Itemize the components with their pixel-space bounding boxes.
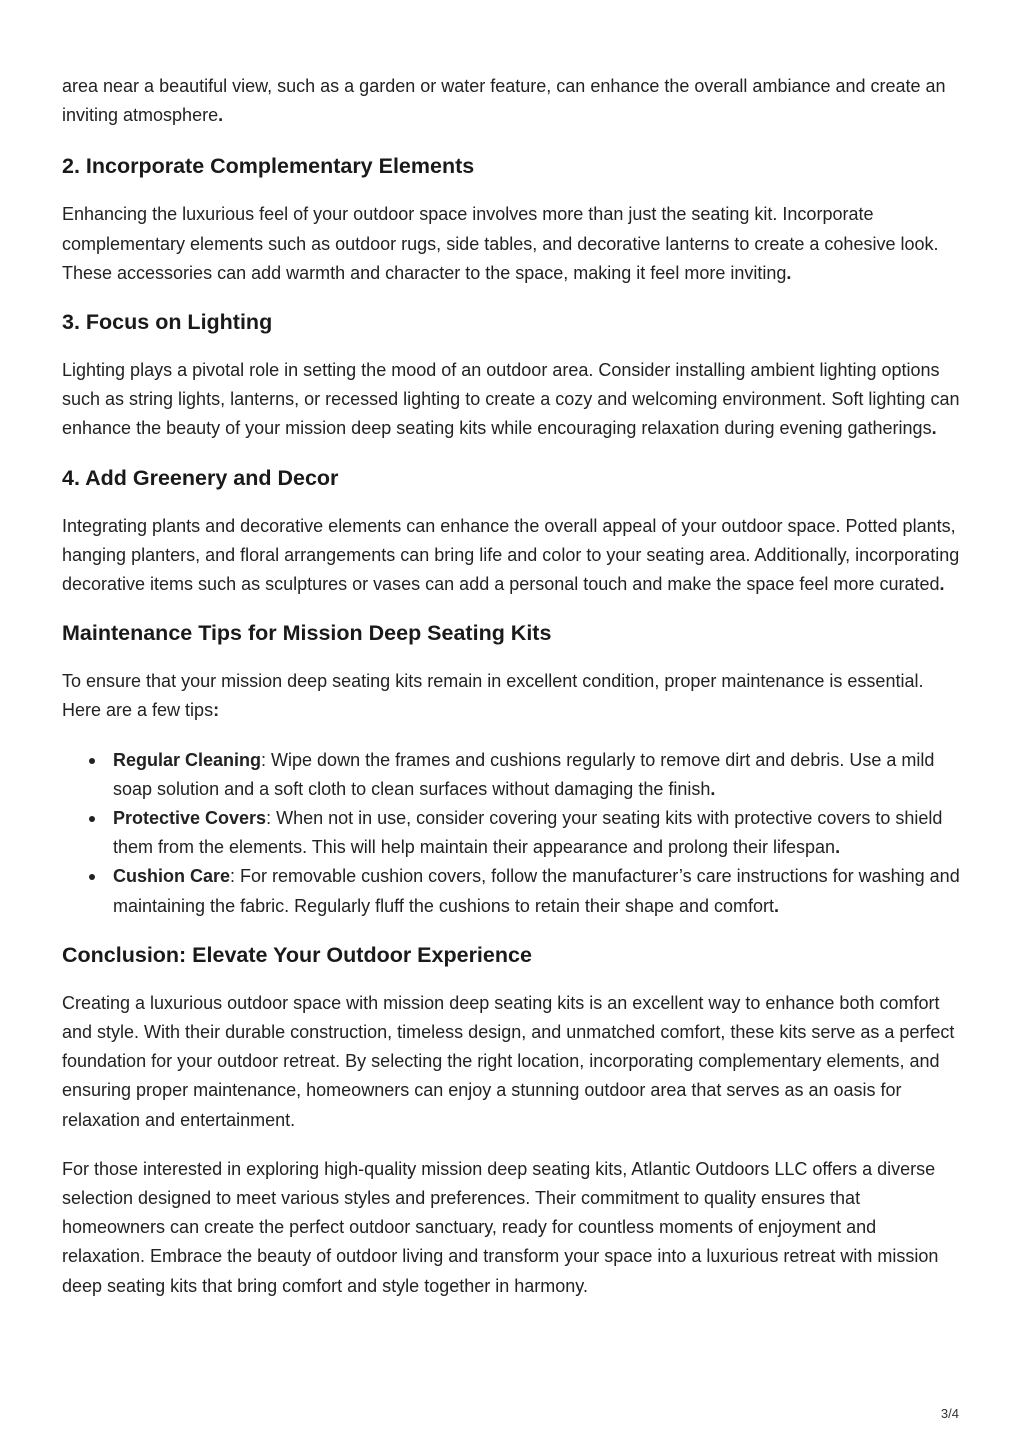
- intro-paragraph: area near a beautiful view, such as a garden or water feature, can enhance the overall ambiance and create an inviting atmosphere.: [62, 76, 946, 126]
- conclusion-paragraph-1: Creating a luxurious outdoor space with mission deep seating kits is an excellent way to enhance both comfort and style. With their durable construction, timeless design, and unmatched comfort, these kits serve as a perfect foundation for your outdoor retreat. By selecting the right location, incorporating complementary elements, and ensuring proper maintenance, homeowners can enjoy a stunning outdoor area that serves as an oasis for relaxation and entertainment.: [62, 992, 955, 1130]
- conclusion-paragraph-2: For those interested in exploring high-quality mission deep seating kits, Atlantic Outdoors LLC offers a diverse selection designed to meet various styles and preferences. Their commitment to quality ensures that homeowners can create the perfect outdoor sanctuary, ready for countless moments of enjoyment and relaxation. Embrace the beauty of outdoor living and transform your space into a luxurious retreat with mission deep seating kits that bring comfort and style together in harmony.: [62, 1158, 939, 1296]
- document-page: [62, 72, 964, 1321]
- bullet-icon: [89, 816, 95, 822]
- list-item: Regular Cleaning: Wipe down the frames and cushions regularly to remove dirt and debris. Use a mild soap solution and a soft cloth to clean surfaces without damaging the finish.: [113, 746, 964, 804]
- section-heading: Conclusion: Elevate Your Outdoor Experience: [62, 942, 532, 967]
- section-paragraph: Integrating plants and decorative elements can enhance the overall appeal of your outdoor space. Potted plants, hanging planters, and floral arrangements can bring life and color to your seating area. Additionally, incorporating decorative items such as sculptures or vases can add a personal touch and make the space feel more curated.: [62, 515, 960, 595]
- section-greenery-decor: [62, 464, 964, 600]
- section-complementary-elements: [62, 152, 964, 288]
- tip-title: Protective Covers: [113, 808, 267, 829]
- section-paragraph: Enhancing the luxurious feel of your outdoor space involves more than just the seating kit. Incorporate complementary elements such as outdoor rugs, side tables, and decorative lanterns to create a cohesive look. These accessories can add warmth and character to the space, making it feel more inviting.: [62, 204, 939, 283]
- bullet-icon: [89, 758, 95, 764]
- tip-title: Cushion Care: [113, 866, 231, 887]
- section-paragraph: Lighting plays a pivotal role in setting the mood of an outdoor area. Consider installing ambient lighting options such as string lights, lanterns, or recessed lighting to create a cozy and welcoming environment. Soft lighting can enhance the beauty of your mission deep seating kits while encouraging relaxation during evening gatherings.: [62, 360, 960, 439]
- section-conclusion: [62, 941, 964, 1301]
- tip-title: Regular Cleaning: [113, 749, 262, 770]
- page-number: 3/4: [940, 1406, 959, 1421]
- section-heading: 4. Add Greenery and Decor: [62, 465, 339, 490]
- list-item: Cushion Care: For removable cushion covers, follow the manufacturer’s care instructions for washing and maintaining the fabric. Regularly fluff the cushions to retain their shape and comfort.: [113, 862, 964, 920]
- list-item: Protective Covers: When not in use, consider covering your seating kits with protective covers to shield them from the elements. This will help maintain their appearance and prolong their lifespan.: [113, 804, 964, 862]
- maintenance-tips-list: [62, 746, 964, 921]
- section-lighting: [62, 308, 964, 444]
- section-maintenance: [62, 619, 964, 921]
- section-heading: 3. Focus on Lighting: [62, 310, 273, 335]
- section-paragraph: To ensure that your mission deep seating kits remain in excellent condition, proper maintenance is essential. Here are a few tips:: [62, 671, 924, 721]
- section-heading: Maintenance Tips for Mission Deep Seating Kits: [62, 621, 552, 646]
- section-heading: 2. Incorporate Complementary Elements: [62, 154, 475, 179]
- bullet-icon: [89, 874, 95, 880]
